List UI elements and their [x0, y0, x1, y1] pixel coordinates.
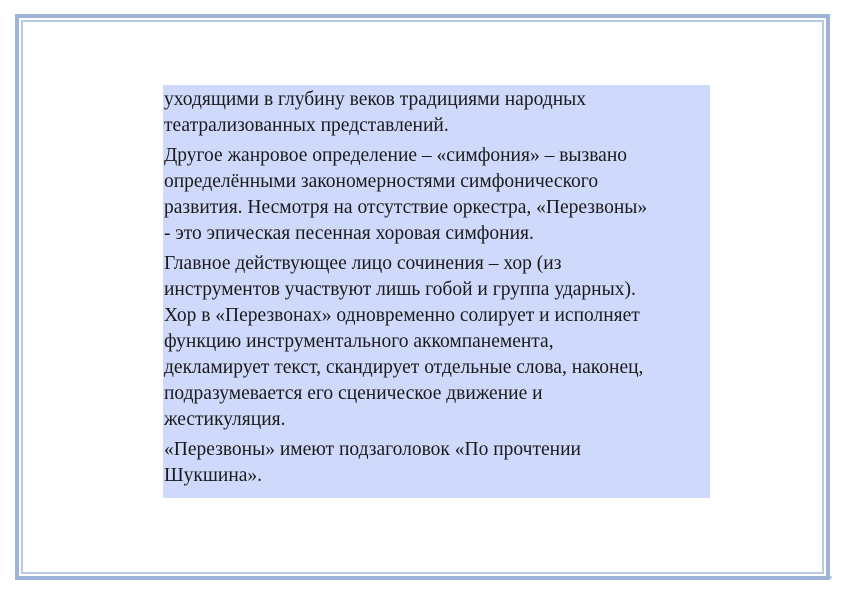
paragraph-1: уходящими в глубину веков традициями народных театрализованных представлений.: [164, 89, 586, 136]
paragraph-4: «Перезвоны» имеют подзаголовок «По прочтении Шукшина».: [164, 439, 581, 486]
paragraph-2: Другое жанровое определение – «симфония» – вызвано определёнными закономерностями симфонического развития. Несмотря на отсутствие оркестра, «Перезвоны» - это эпическая песенная хоровая симфония.: [164, 145, 648, 244]
paragraph-3: Главное действующее лицо сочинения – хор (из инструментов участвуют лишь гобой и группа ударных). Хор в «Перезвонах» одновременно солирует и исполняет функцию инструментального аккомпанемента, декламирует текст, скандирует отдельные слова, наконец, подразумевается его сценическое движение и жестикуляция.: [164, 253, 644, 430]
slide-text-box: [163, 85, 710, 498]
